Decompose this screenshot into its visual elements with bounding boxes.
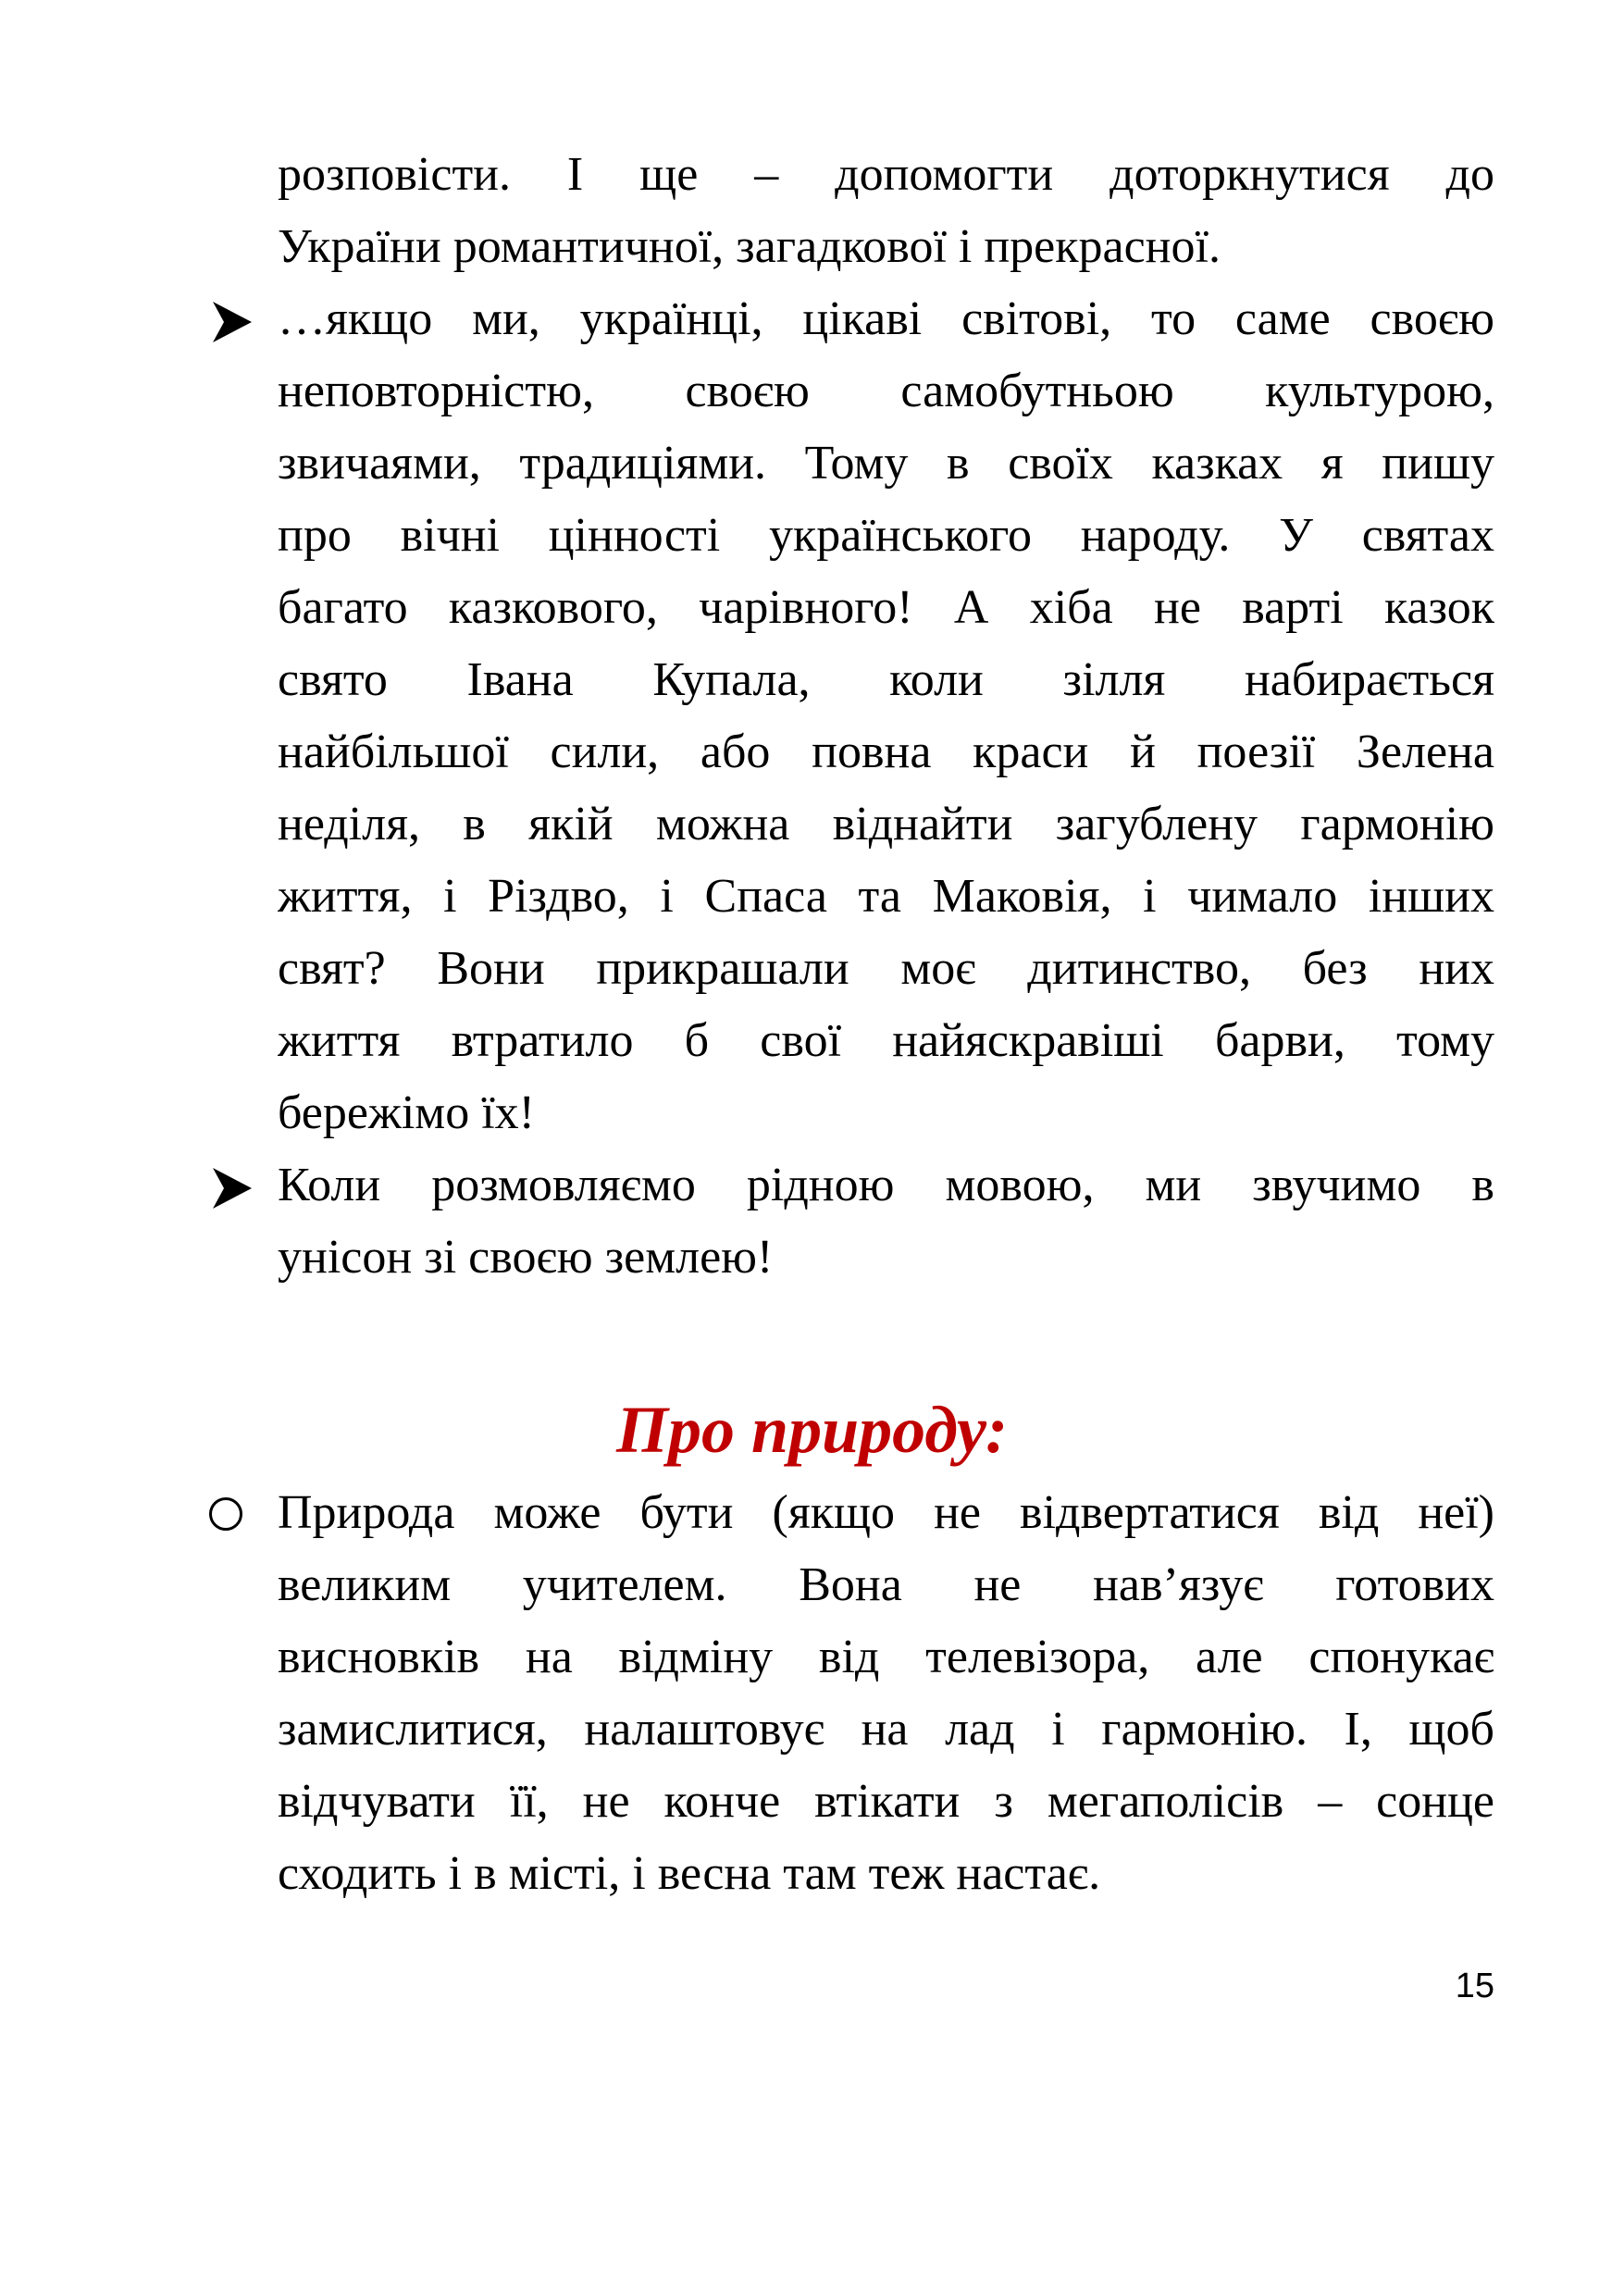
bullet-line: відчувати її, не конче втікати з мегаполісів – сонце <box>278 1775 1494 1828</box>
bullet-line: життя, і Різдво, і Спаса та Маковія, і чимало інших <box>278 870 1494 923</box>
bullet-line: звичаями, традиціями. Тому в своїх казках я пишу <box>278 437 1494 490</box>
bullet-line: висновків на відміну від телевізора, але спонукає <box>278 1631 1494 1683</box>
continuation-paragraph <box>278 139 1494 283</box>
bullet-line: Коли розмовляємо рідною мовою, ми звучимо в <box>278 1159 1494 1211</box>
bullet-line: …якщо ми, українці, цікаві світові, то саме своєю <box>278 292 1494 345</box>
bullet-line: Природа може бути (якщо не відвертатися від неї) <box>278 1486 1494 1539</box>
bullet-item-traditions <box>278 283 1494 1149</box>
bullet-line: сходить і в місті, і весна там теж настає. <box>278 1847 1101 1900</box>
arrowhead-bullet-icon <box>205 1160 261 1216</box>
page-number: 15 <box>1455 1967 1494 2005</box>
hollow-circle-bullet-icon <box>209 1497 242 1531</box>
bullet-line: унісон зі своєю землею! <box>278 1231 774 1284</box>
bullet-item-nature <box>278 1477 1494 1910</box>
bullet-line: неділя, в якій можна віднайти загублену гармонію <box>278 798 1494 850</box>
bullet-line: свято Івана Купала, коли зілля набирається <box>278 653 1494 706</box>
paragraph-line: розповісти. І ще – допомогти доторкнутися до <box>278 148 1494 201</box>
bullet-item-native-language <box>278 1149 1494 1294</box>
bullet-line: найбільшої сили, або повна краси й поезії Зелена <box>278 726 1494 778</box>
bullet-line: замислитися, налаштовує на лад і гармонію. І, щоб <box>278 1703 1494 1756</box>
bullet-line: свят? Вони прикрашали моє дитинство, без них <box>278 942 1494 995</box>
bullet-line: багато казкового, чарівного! А хіба не варті казок <box>278 581 1494 634</box>
bullet-line: неповторністю, своєю самобутньою культурою, <box>278 365 1494 417</box>
bullet-line: про вічні цінності українського народу. У святах <box>278 509 1494 562</box>
section-heading: Про природу: <box>616 1393 1008 1467</box>
paragraph-line: України романтичної, загадкової і прекрасної. <box>278 220 1221 273</box>
bullet-line: життя втратило б свої найяскравіші барви, тому <box>278 1014 1494 1067</box>
bullet-line: великим учителем. Вона не нав’язує готових <box>278 1558 1494 1611</box>
bullet-line: бережімо їх! <box>278 1086 535 1139</box>
arrowhead-bullet-icon <box>205 294 261 350</box>
